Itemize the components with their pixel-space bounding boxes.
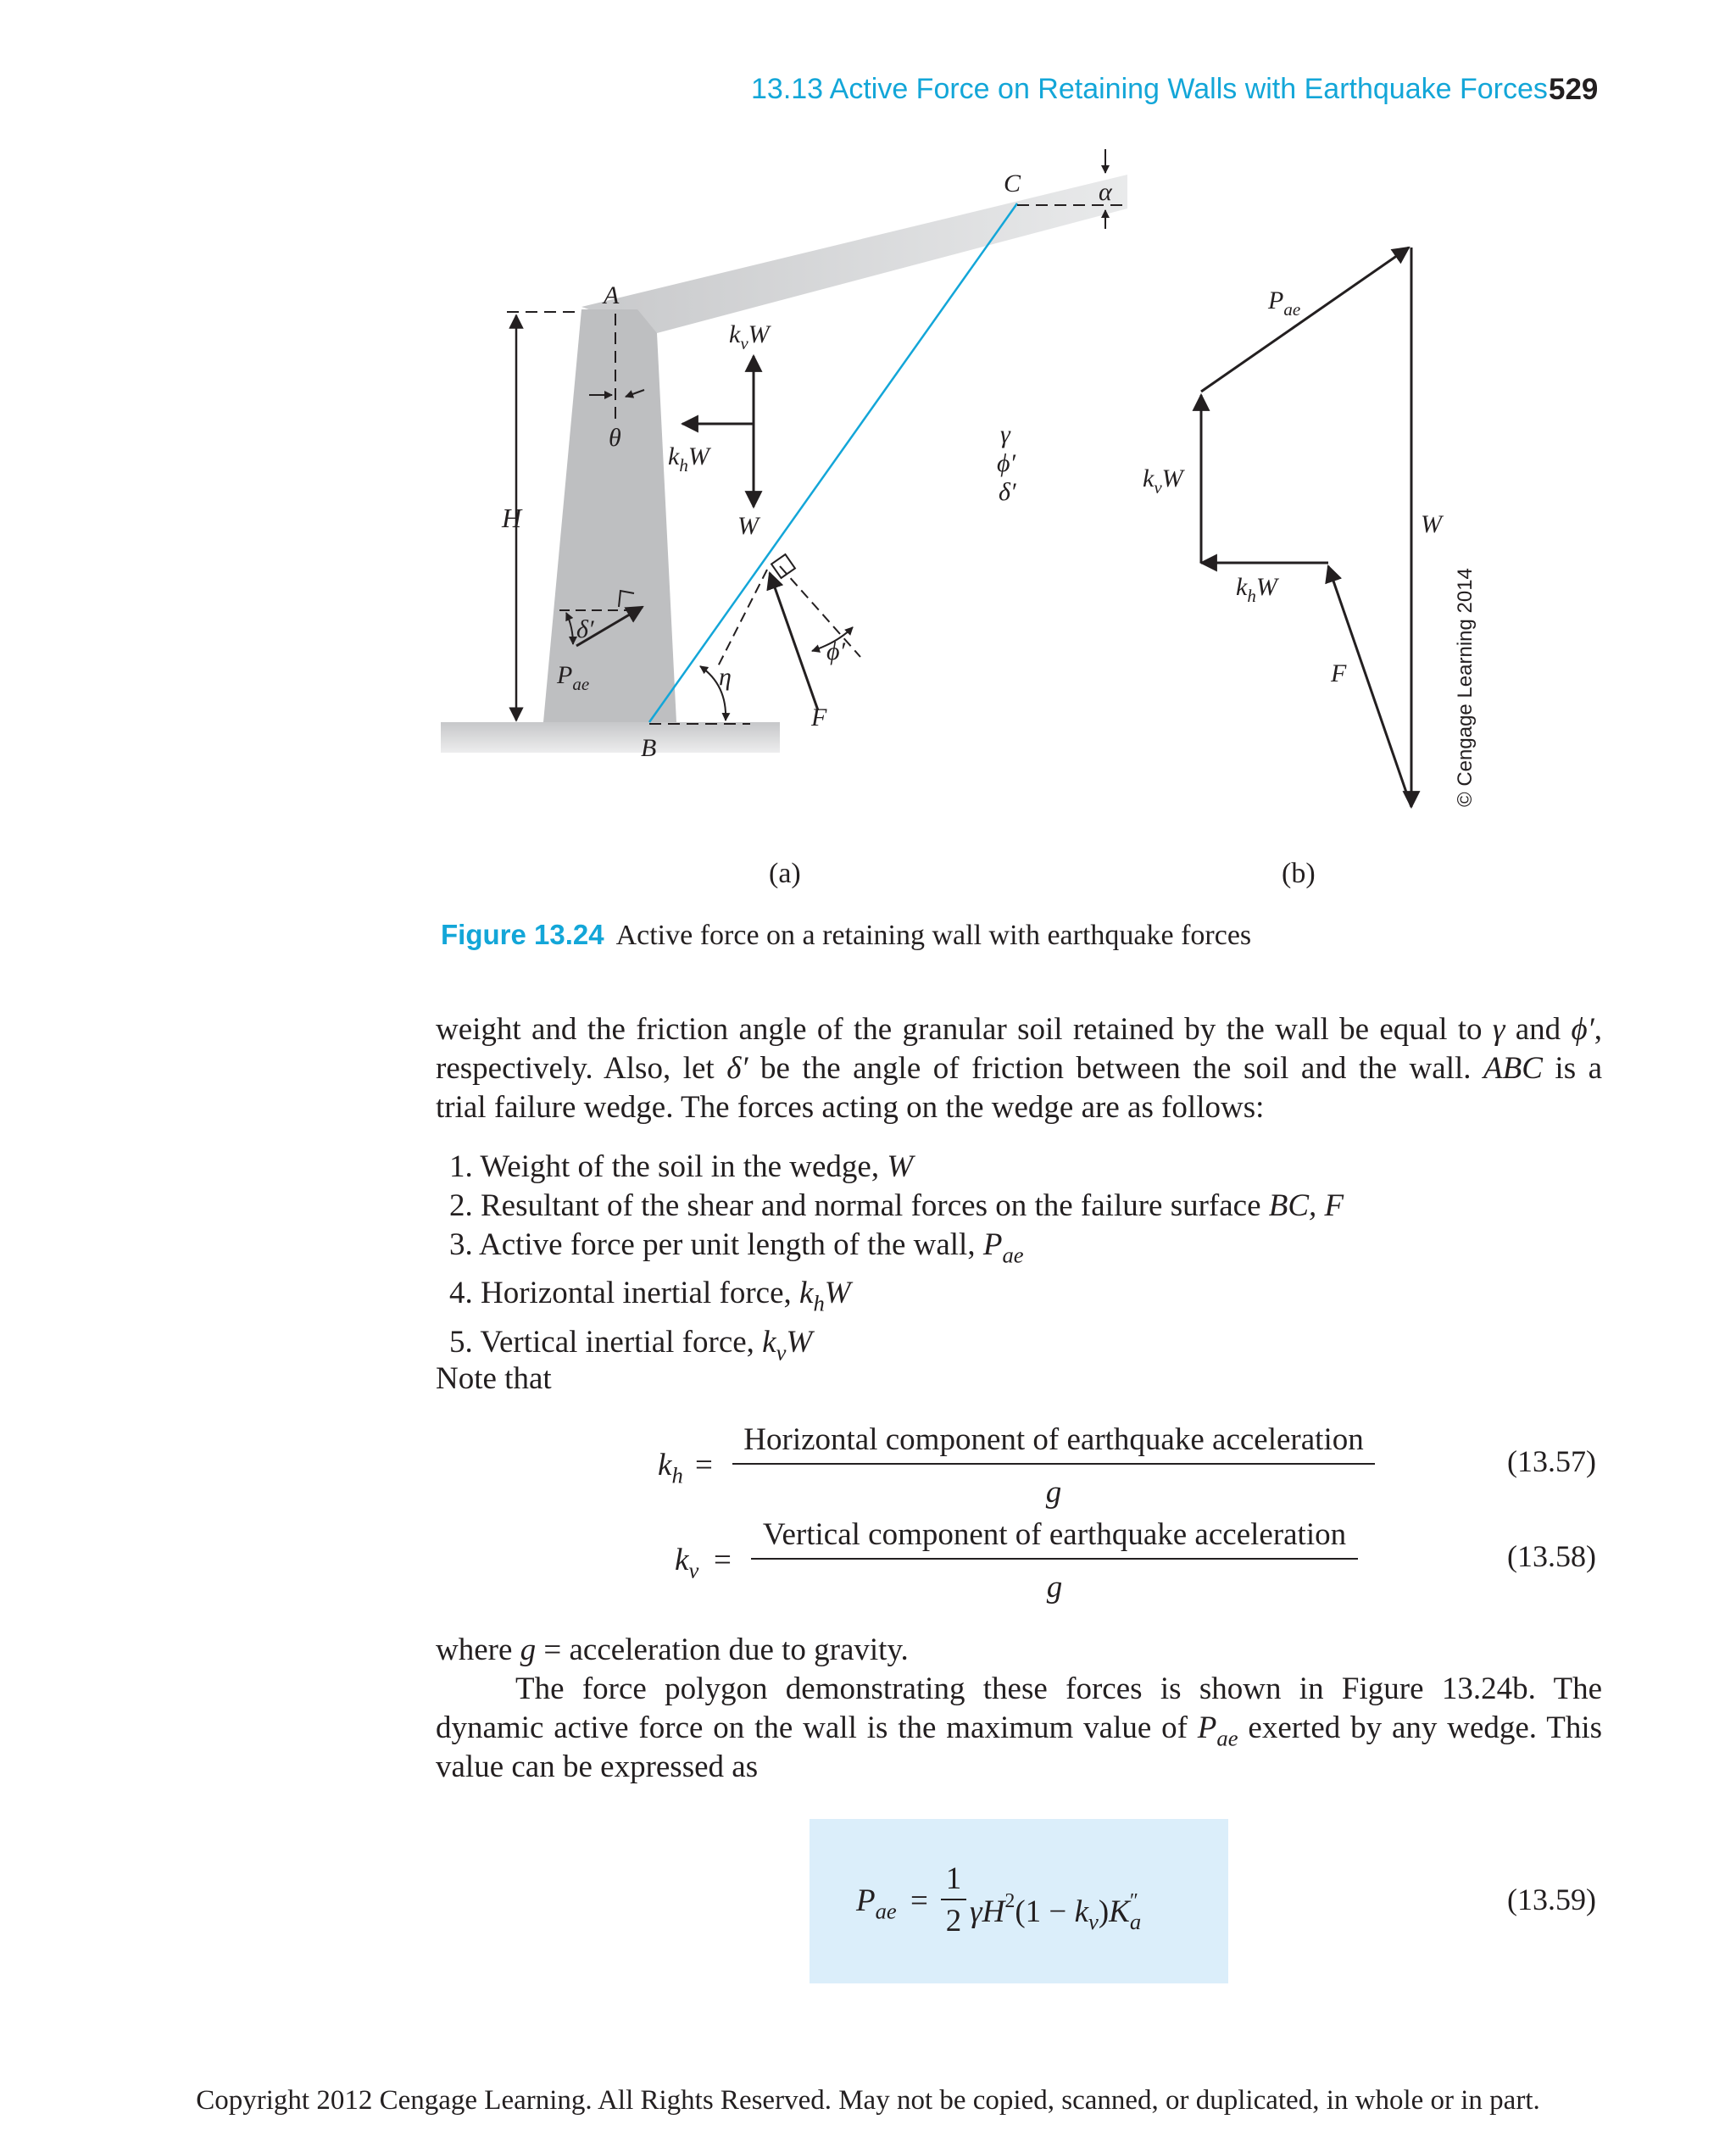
figure-caption-text: Active force on a retaining wall with earthquake forces	[615, 920, 1252, 951]
f-right-angle	[771, 554, 795, 578]
label-c: C	[1004, 170, 1021, 197]
paragraph-1-line-1: weight and the friction angle of the granular soil retained by the wall be equal to γ and ϕ′,	[436, 1012, 1602, 1047]
eq59-rhs: $\gamma H^2(1 - k_v)K''_a$	[970, 1890, 1142, 1935]
label-b-pae: $P_{ae}$	[1268, 286, 1301, 320]
eq57-fraction-bar	[732, 1463, 1375, 1465]
list-item: 2. Resultant of the shear and normal forces on the failure surface BC, F	[449, 1188, 1344, 1223]
figure-credit: © Cengage Learning 2014	[1454, 568, 1477, 807]
label-alpha: α	[1099, 178, 1112, 206]
list-item: 1. Weight of the soil in the wedge, W	[449, 1149, 914, 1184]
eq59-lhs: $P_{ae}$	[856, 1883, 897, 1924]
figure-caption	[441, 919, 1251, 952]
copyright-footer: Copyright 2012 Cengage Learning. All Rights Reserved. May not be copied, scanned, or duplicated, in whole or in part.	[196, 2085, 1540, 2116]
label-kvw: $k_vW$	[729, 320, 770, 353]
list-item: 3. Active force per unit length of the wall, $P_{ae}$	[449, 1227, 1024, 1268]
eq58-tag: (13.58)	[1507, 1539, 1596, 1573]
list-item: 5. Vertical inertial force, $k_vW$	[449, 1324, 813, 1365]
eq58-denominator: g	[1046, 1570, 1063, 1605]
label-khw: $k_hW$	[668, 442, 709, 476]
eq58-numerator: Vertical component of earthquake acceleration	[762, 1517, 1347, 1552]
label-pae: $P_{ae}$	[557, 661, 590, 694]
eq58-equals: =	[714, 1543, 732, 1577]
label-delta-prop: δ′	[999, 478, 1016, 506]
panel-a-label: (a)	[769, 858, 801, 889]
label-gamma: γ	[1000, 420, 1010, 448]
paragraph-2-line-3: value can be expressed as	[436, 1749, 759, 1784]
label-phi-prop: ϕ′	[997, 449, 1016, 477]
note-that: Note that	[436, 1361, 552, 1396]
label-phi: ϕ′	[826, 637, 846, 665]
eq58-fraction-bar	[751, 1558, 1358, 1560]
eq57-denominator: g	[1045, 1475, 1062, 1510]
eq59-fraction-bar	[941, 1899, 966, 1900]
paragraph-2-line-2: dynamic active force on the wall is the maximum value of $P_{ae}$ exerted by any wedge. This	[436, 1710, 1602, 1751]
running-header-title: 13.13 Active Force on Retaining Walls with Earthquake Forces	[751, 73, 1548, 105]
label-h: H	[502, 503, 522, 533]
force-list	[449, 1148, 1344, 1371]
retaining-wall	[543, 309, 676, 722]
dashed-normal-ref	[780, 566, 860, 657]
label-f: F	[811, 704, 827, 731]
eq59-tag: (13.59)	[1507, 1883, 1596, 1916]
label-b: B	[641, 734, 657, 762]
label-eta: η	[719, 663, 732, 691]
label-b-f: F	[1331, 659, 1347, 687]
eq58-lhs: $k_v$	[675, 1543, 699, 1583]
figure-number: Figure 13.24	[441, 919, 604, 950]
eq57-tag: (13.57)	[1507, 1444, 1596, 1478]
where-g-line: where g = acceleration due to gravity.	[436, 1632, 909, 1667]
eq57-numerator: Horizontal component of earthquake acceleration	[743, 1422, 1364, 1457]
page-number: 529	[1549, 73, 1599, 106]
list-item: 4. Horizontal inertial force, $k_hW$	[449, 1276, 851, 1316]
f-arrow	[770, 573, 818, 710]
paragraph-1-line-3: trial failure wedge. The forces acting on the wedge are as follows:	[436, 1090, 1265, 1125]
label-delta: δ′	[576, 615, 594, 643]
paragraph-2-line-1: The force polygon demonstrating these forces is shown in Figure 13.24b. The	[515, 1671, 1602, 1706]
label-w: W	[737, 512, 759, 540]
eq59-equals: =	[910, 1883, 928, 1918]
label-b-w: W	[1421, 510, 1442, 538]
backfill-surface-band	[581, 175, 1127, 333]
panel-b-label: (b)	[1282, 858, 1316, 889]
force-polygon-pae	[1201, 248, 1409, 392]
figure-13-24-diagram	[0, 127, 1736, 958]
label-b-kvw: $k_vW$	[1143, 464, 1183, 498]
eq59-frac-num: 1	[945, 1861, 962, 1896]
dashed-parallel-ref	[716, 570, 767, 670]
label-b-khw: $k_hW$	[1236, 573, 1277, 606]
eq57-lhs: $k_h$	[658, 1448, 683, 1488]
label-theta: θ	[609, 424, 621, 452]
label-a: A	[604, 281, 620, 309]
paragraph-1-line-2: respectively. Also, let δ′ be the angle of friction between the soil and the wall. ABC is a	[436, 1051, 1603, 1086]
eq57-equals: =	[695, 1448, 713, 1482]
eq59-frac-den: 2	[945, 1904, 962, 1938]
